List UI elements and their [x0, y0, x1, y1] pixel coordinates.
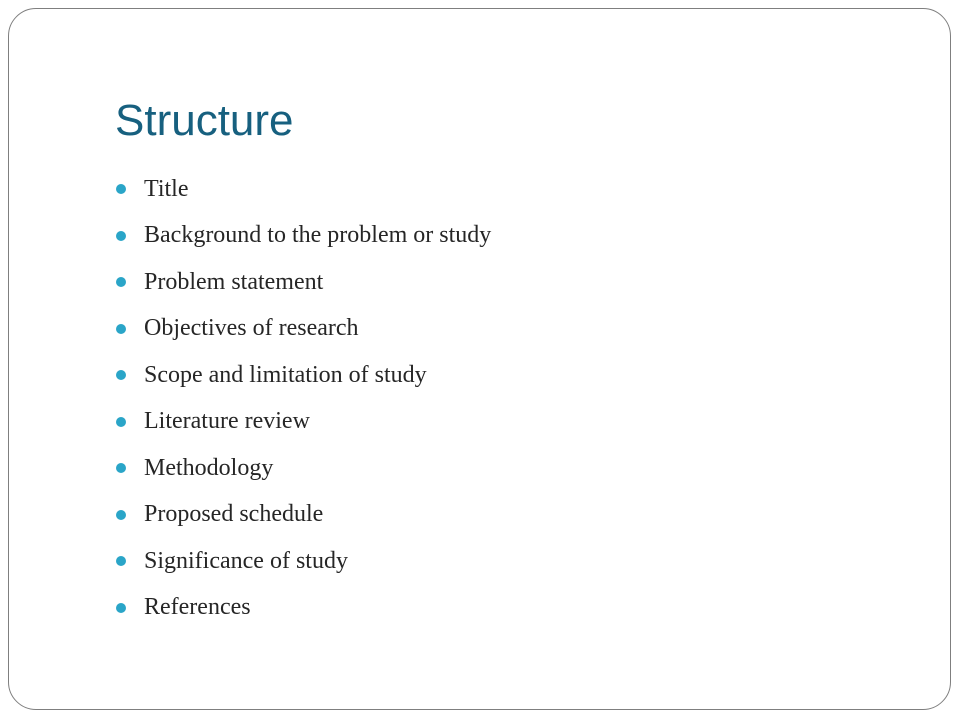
list-item	[116, 492, 491, 539]
list-item	[116, 352, 491, 399]
bullet-icon	[116, 510, 126, 520]
list-item	[116, 306, 491, 353]
list-item	[116, 399, 491, 446]
bullet-text: Problem statement	[144, 268, 324, 295]
bullet-icon	[116, 184, 126, 194]
bullet-icon	[116, 417, 126, 427]
bullet-list	[116, 166, 491, 631]
bullet-icon	[116, 556, 126, 566]
list-item	[116, 538, 491, 585]
bullet-text: Title	[144, 175, 189, 202]
list-item	[116, 213, 491, 260]
bullet-text: Literature review	[144, 408, 310, 435]
bullet-text: Scope and limitation of study	[144, 361, 427, 388]
list-item	[116, 166, 491, 213]
bullet-icon	[116, 370, 126, 380]
list-item	[116, 445, 491, 492]
list-item	[116, 585, 491, 632]
bullet-icon	[116, 324, 126, 334]
bullet-icon	[116, 463, 126, 473]
bullet-text: Significance of study	[144, 547, 348, 574]
bullet-icon	[116, 277, 126, 287]
slide-title: Structure	[115, 96, 294, 145]
bullet-icon	[116, 603, 126, 613]
bullet-icon	[116, 231, 126, 241]
bullet-text: Methodology	[144, 454, 274, 481]
bullet-text: Background to the problem or study	[144, 222, 492, 249]
bullet-text: References	[144, 594, 251, 621]
list-item	[116, 259, 491, 306]
bullet-text: Proposed schedule	[144, 501, 324, 528]
slide-frame	[8, 8, 951, 710]
bullet-text: Objectives of research	[144, 315, 359, 342]
